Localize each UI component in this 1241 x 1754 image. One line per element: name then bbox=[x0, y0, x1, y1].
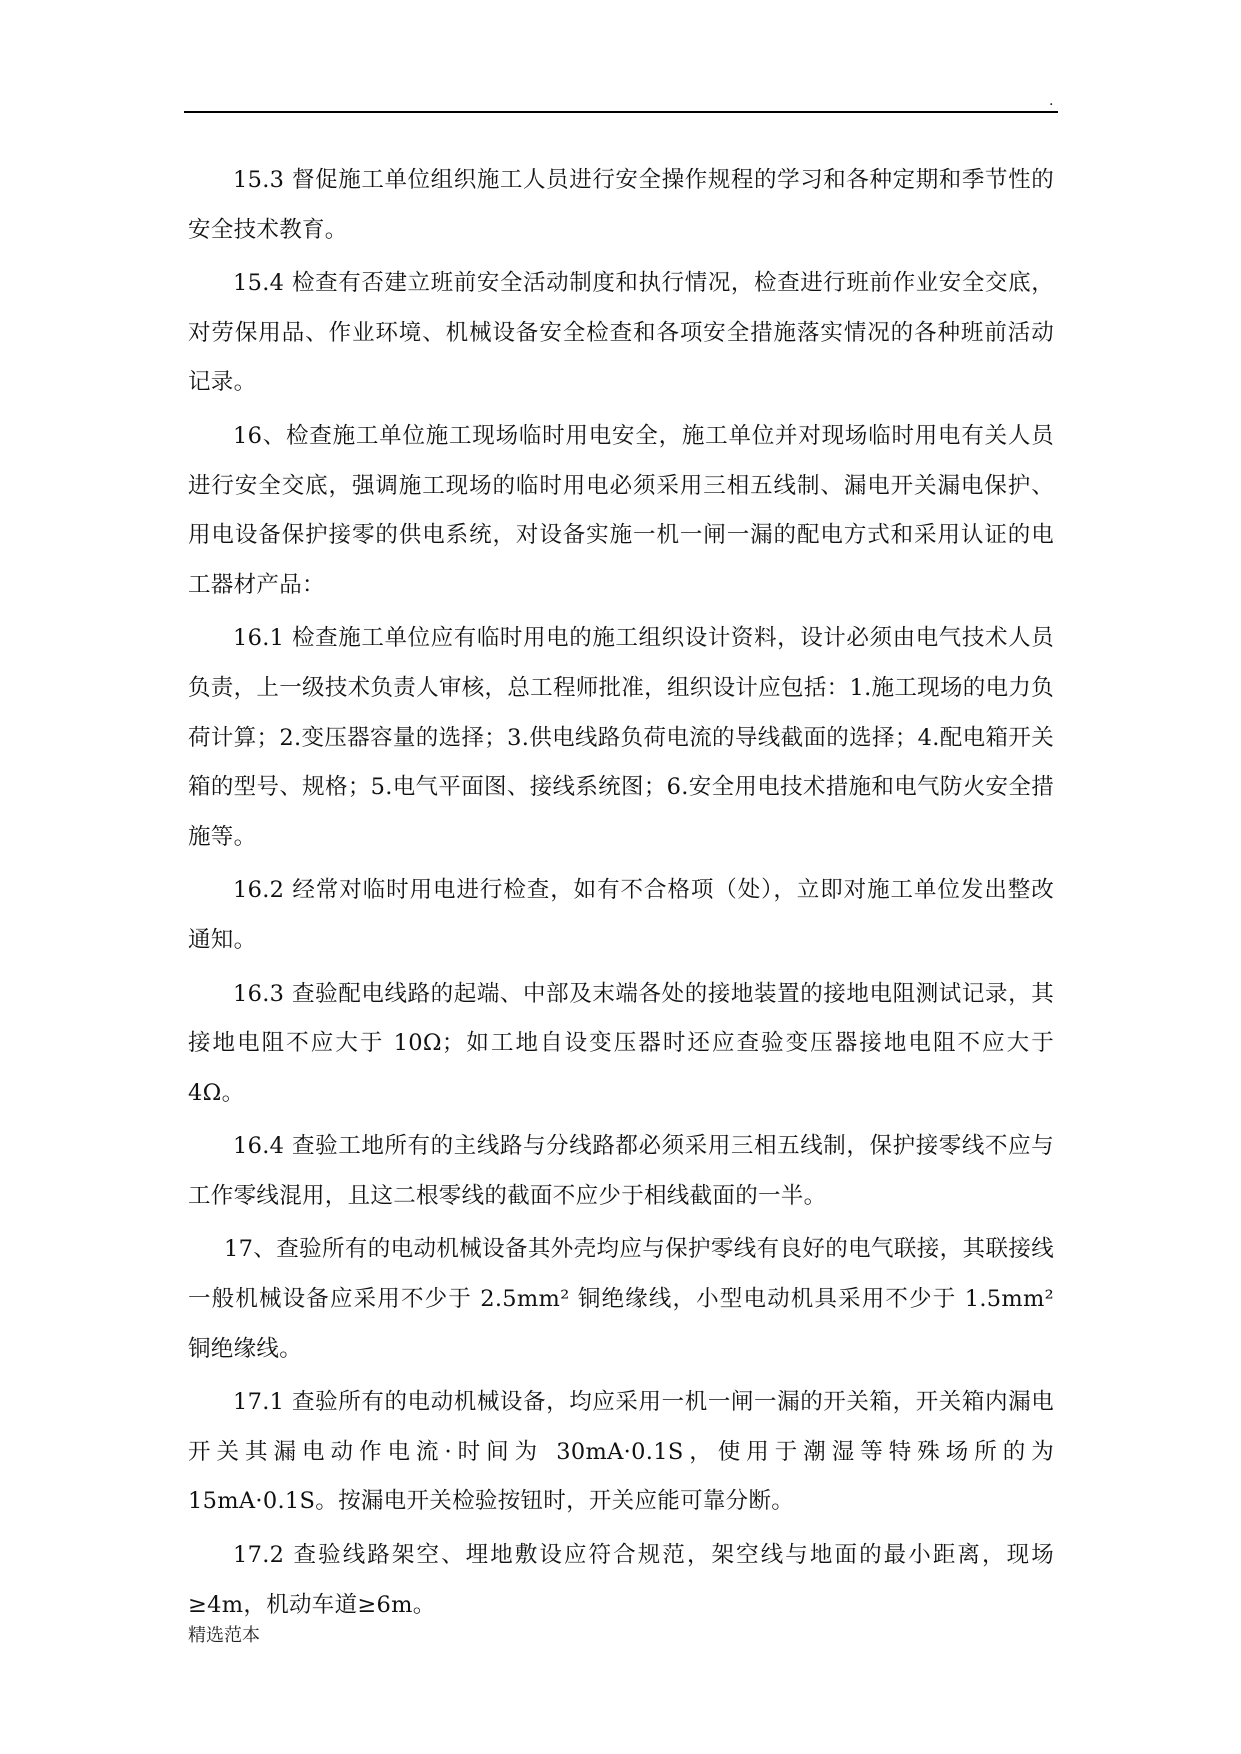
paragraph-16-1: 16.1 检查施工单位应有临时用电的施工组织设计资料，设计必须由电气技术人员负责，上一级技术负责人审核，总工程师批准，组织设计应包括：1.施工现场的电力负荷计算；2.变压器容量的选择；3.供电线路负荷电流的导线截面的选择；4.配电箱开关箱的型号、规格；5.电气平面图、接线系统图；6.安全用电技术措施和电气防火安全措施等。 bbox=[188, 625, 1054, 850]
document-body bbox=[188, 156, 1054, 1634]
paragraph-15-4: 15.4 检查有否建立班前安全活动制度和执行情况，检查进行班前作业安全交底，对劳保用品、作业环境、机械设备安全检查和各项安全措施落实情况的各种班前活动记录。 bbox=[188, 270, 1054, 396]
footer-label: 精选范本 bbox=[188, 1625, 260, 1646]
header-rule bbox=[184, 111, 1058, 113]
paragraph-16-2: 16.2 经常对临时用电进行检查，如有不合格项（处），立即对施工单位发出整改通知。 bbox=[188, 877, 1054, 953]
paragraph-17-2: 17.2 查验线路架空、埋地敷设应符合规范，架空线与地面的最小距离，现场≥4m，机动车道≥6m。 bbox=[188, 1542, 1054, 1618]
paragraph-16: 16、检查施工单位施工现场临时用电安全，施工单位并对现场临时用电有关人员进行安全交底，强调施工现场的临时用电必须采用三相五线制、漏电开关漏电保护、用电设备保护接零的供电系统，对设备实施一机一闸一漏的配电方式和采用认证的电工器材产品： bbox=[188, 422, 1054, 598]
header-mark: . bbox=[1049, 93, 1054, 109]
paragraph-17: 17、查验所有的电动机械设备其外壳均应与保护零线有良好的电气联接，其联接线一般机械设备应采用不少于 2.5mm² 铜绝缘线，小型电动机具采用不少于 1.5mm² 铜绝缘线。 bbox=[188, 1236, 1054, 1362]
paragraph-16-4: 16.4 查验工地所有的主线路与分线路都必须采用三相五线制，保护接零线不应与工作零线混用，且这二根零线的截面不应少于相线截面的一半。 bbox=[188, 1133, 1054, 1209]
paragraph-15-3: 15.3 督促施工单位组织施工人员进行安全操作规程的学习和各种定期和季节性的安全技术教育。 bbox=[188, 167, 1054, 243]
paragraph-17-1: 17.1 查验所有的电动机械设备，均应采用一机一闸一漏的开关箱，开关箱内漏电开关其漏电动作电流·时间为 30mA·0.1S，使用于潮湿等特殊场所的为 15mA·0.1S。按漏电开关检验按钮时，开关应能可靠分断。 bbox=[188, 1389, 1054, 1515]
paragraph-16-3: 16.3 查验配电线路的起端、中部及末端各处的接地装置的接地电阻测试记录，其接地电阻不应大于 10Ω；如工地自设变压器时还应查验变压器接地电阻不应大于 4Ω。 bbox=[188, 980, 1054, 1106]
